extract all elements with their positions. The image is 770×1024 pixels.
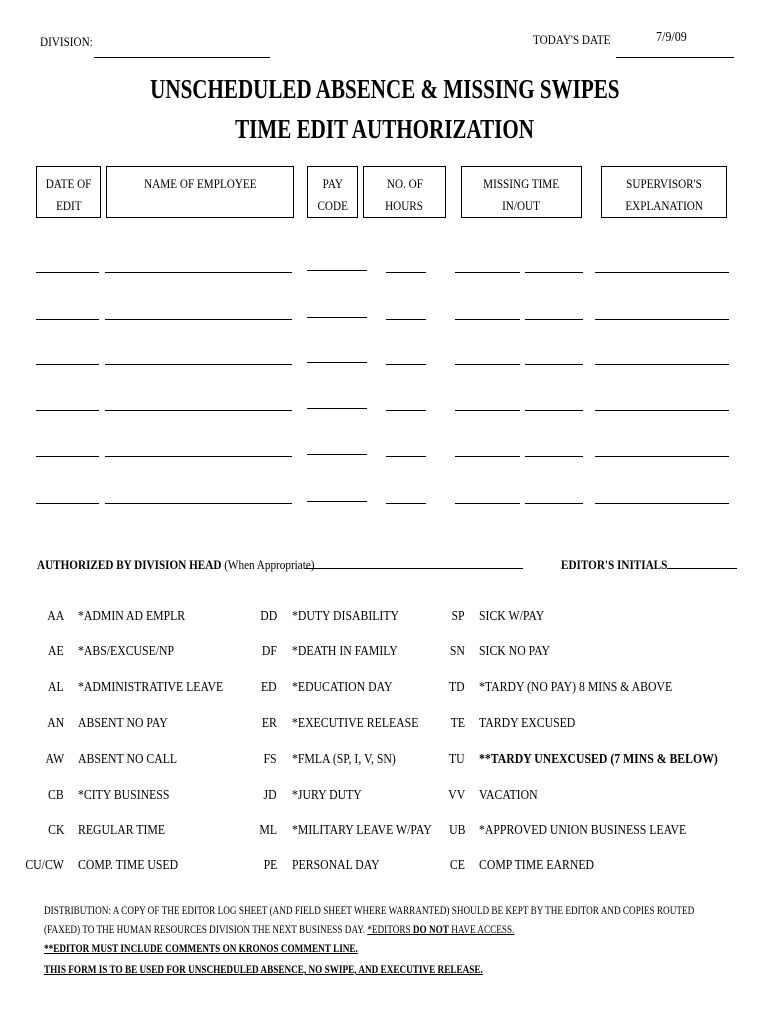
pay-code: CE (449, 858, 465, 873)
todays-date-label: TODAY'S DATE (533, 32, 611, 47)
pay-code: AL (48, 680, 64, 695)
pay-code: ML (259, 823, 277, 838)
row-hours-field[interactable] (386, 272, 426, 273)
pay-code-description: *ABS/EXCUSE/NP (78, 644, 175, 659)
row-hours-field[interactable] (386, 456, 426, 457)
row-explanation-field[interactable] (595, 364, 729, 365)
row-date-field[interactable] (36, 364, 99, 365)
pay-code-description: ABSENT NO CALL (78, 752, 178, 767)
pay-code-description: *DUTY DISABILITY (292, 609, 400, 624)
pay-code: CK (47, 823, 64, 838)
pay-code-description: *APPROVED UNION BUSINESS LEAVE (479, 823, 687, 838)
row-explanation-field[interactable] (595, 503, 729, 504)
column-date-of-edit: DATE OF EDIT (36, 166, 101, 218)
editors-initials-label: EDITOR'S INITIALS (561, 557, 668, 572)
pay-code: AE (48, 644, 64, 659)
row-employee-name-field[interactable] (105, 456, 292, 457)
row-date-field[interactable] (36, 272, 99, 273)
authorized-by-label: AUTHORIZED BY DIVISION HEAD (When Appropriate) (37, 557, 315, 572)
pay-code-description: *FMLA (SP, I, V, SN) (292, 752, 396, 767)
todays-date-field (616, 57, 734, 58)
pay-code-description: REGULAR TIME (78, 823, 166, 838)
row-explanation-field[interactable] (595, 410, 729, 411)
row-date-field[interactable] (36, 319, 99, 320)
row-pay-code-field[interactable] (307, 317, 367, 318)
row-pay-code-field[interactable] (307, 270, 367, 271)
pay-code: TU (449, 752, 465, 767)
row-missing-time-in-field[interactable] (455, 364, 520, 365)
distribution-note-2: (FAXED) TO THE HUMAN RESOURCES DIVISION THE NEXT BUSINESS DAY. *EDITORS DO NOT HAVE ACCESS. (44, 924, 515, 936)
row-employee-name-field[interactable] (105, 410, 292, 411)
pay-code: JD (263, 788, 277, 803)
pay-code-description: SICK W/PAY (479, 609, 545, 624)
division-field[interactable] (94, 57, 270, 58)
row-hours-field[interactable] (386, 503, 426, 504)
pay-code: CU/CW (25, 858, 64, 873)
pay-code-description: *ADMIN AD EMPLR (78, 609, 186, 624)
row-missing-time-in-field[interactable] (455, 272, 520, 273)
row-explanation-field[interactable] (595, 319, 729, 320)
row-employee-name-field[interactable] (105, 503, 292, 504)
pay-code: CB (48, 788, 64, 803)
pay-code-description: PERSONAL DAY (292, 858, 380, 873)
editors-initials-field[interactable] (667, 568, 737, 569)
column-pay-code: PAY CODE (307, 166, 358, 218)
row-pay-code-field[interactable] (307, 501, 367, 502)
pay-code: AW (45, 752, 64, 767)
row-date-field[interactable] (36, 456, 99, 457)
row-employee-name-field[interactable] (105, 319, 292, 320)
pay-code: VV (448, 788, 465, 803)
row-missing-time-out-field[interactable] (525, 503, 583, 504)
row-missing-time-out-field[interactable] (525, 319, 583, 320)
pay-code: PE (263, 858, 277, 873)
form-subtitle: TIME EDIT AUTHORIZATION (235, 114, 535, 144)
row-missing-time-in-field[interactable] (455, 456, 520, 457)
row-date-field[interactable] (36, 503, 99, 504)
form-usage-note: THIS FORM IS TO BE USED FOR UNSCHEDULED ABSENCE, NO SWIPE, AND EXECUTIVE RELEASE. (44, 964, 483, 976)
row-employee-name-field[interactable] (105, 364, 292, 365)
pay-code-description: *TARDY (NO PAY) 8 MINS & ABOVE (479, 680, 673, 695)
column-no-of-hours: NO. OF HOURS (363, 166, 446, 218)
pay-code-description: ABSENT NO PAY (78, 716, 168, 731)
row-missing-time-out-field[interactable] (525, 272, 583, 273)
pay-code-description: *EDUCATION DAY (292, 680, 393, 695)
pay-code-description: SICK NO PAY (479, 644, 551, 659)
pay-code: TE (450, 716, 465, 731)
row-missing-time-out-field[interactable] (525, 456, 583, 457)
pay-code: ED (261, 680, 277, 695)
pay-code-description: *DEATH IN FAMILY (292, 644, 398, 659)
row-missing-time-out-field[interactable] (525, 364, 583, 365)
row-pay-code-field[interactable] (307, 362, 367, 363)
pay-code: AN (47, 716, 64, 731)
pay-code-description: **TARDY UNEXCUSED (7 MINS & BELOW) (479, 752, 718, 767)
pay-code: DD (260, 609, 277, 624)
distribution-note: DISTRIBUTION: A COPY OF THE EDITOR LOG SHEET (AND FIELD SHEET WHERE WARRANTED) SHOULD BE KEPT BY THE EDITOR AND COPIES ROUTED (44, 905, 695, 917)
pay-code: SP (451, 609, 465, 624)
pay-code: DF (261, 644, 277, 659)
row-explanation-field[interactable] (595, 456, 729, 457)
authorized-by-field[interactable] (305, 568, 523, 569)
row-missing-time-in-field[interactable] (455, 319, 520, 320)
pay-code-description: *CITY BUSINESS (78, 788, 170, 803)
column-supervisors-explanation: SUPERVISOR'S EXPLANATION (601, 166, 727, 218)
kronos-comment-note: **EDITOR MUST INCLUDE COMMENTS ON KRONOS COMMENT LINE. (44, 943, 358, 955)
pay-code-description: COMP. TIME USED (78, 858, 179, 873)
row-missing-time-in-field[interactable] (455, 410, 520, 411)
row-hours-field[interactable] (386, 410, 426, 411)
pay-code: FS (263, 752, 277, 767)
row-date-field[interactable] (36, 410, 99, 411)
pay-code-description: *MILITARY LEAVE W/PAY (292, 823, 432, 838)
pay-code: SN (449, 644, 465, 659)
pay-code-description: *ADMINISTRATIVE LEAVE (78, 680, 224, 695)
pay-code: AA (47, 609, 64, 624)
column-name-of-employee: NAME OF EMPLOYEE (106, 166, 294, 218)
column-missing-time: MISSING TIME IN/OUT (461, 166, 582, 218)
division-label: DIVISION: (40, 34, 93, 49)
row-missing-time-in-field[interactable] (455, 503, 520, 504)
pay-code: TD (449, 680, 465, 695)
pay-code: UB (448, 823, 465, 838)
pay-code-description: VACATION (479, 788, 538, 803)
pay-code: ER (261, 716, 277, 731)
pay-code-description: TARDY EXCUSED (479, 716, 576, 731)
row-pay-code-field[interactable] (307, 408, 367, 409)
form-title: UNSCHEDULED ABSENCE & MISSING SWIPES (150, 74, 620, 104)
pay-code-description: COMP TIME EARNED (479, 858, 595, 873)
pay-code-description: *EXECUTIVE RELEASE (292, 716, 419, 731)
row-hours-field[interactable] (386, 319, 426, 320)
pay-code-description: *JURY DUTY (292, 788, 362, 803)
row-pay-code-field[interactable] (307, 454, 367, 455)
row-employee-name-field[interactable] (105, 272, 292, 273)
row-missing-time-out-field[interactable] (525, 410, 583, 411)
todays-date-value[interactable]: 7/9/09 (656, 30, 687, 45)
row-hours-field[interactable] (386, 364, 426, 365)
row-explanation-field[interactable] (595, 272, 729, 273)
